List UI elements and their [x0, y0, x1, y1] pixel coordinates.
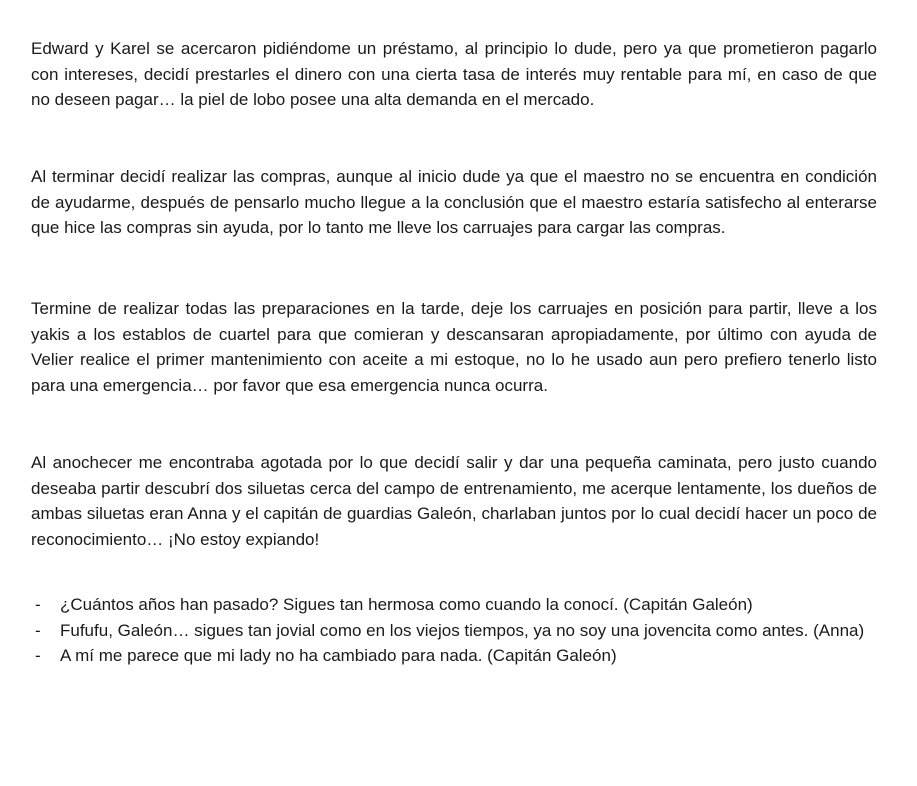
dialogue-text: ¿Cuántos años han pasado? Sigues tan hermosa como cuando la conocí. (Capitán Galeón) [60, 595, 753, 614]
dash-marker: - [35, 620, 41, 640]
paragraph: Al terminar decidí realizar las compras, aunque al inicio dude ya que el maestro no se encuentra en condición de ayudarme, después de pensarlo mucho llegue a la conclusión que el maestro estaría satisfecho al enterarse que hice las compras sin ayuda, por lo tanto me lleve los carruajes para cargar las compras. [31, 167, 877, 237]
dialogue-line [31, 643, 877, 669]
dash-marker: - [35, 646, 41, 665]
paragraph: Termine de realizar todas las preparaciones en la tarde, deje los carruajes en posición para partir, lleve a los yakis a los establos de cuartel para que comieran y descansaran apropiadamente, por último con ayuda de Velier realice el primer mantenimiento con aceite a mi estoque, no lo he usado aun pero prefiero tenerlo listo para una emergencia… por favor que esa emergencia nunca ocurra. [31, 299, 877, 395]
dialogue-line [31, 592, 877, 618]
dialogue-text: A mí me parece que mi lady no ha cambiado para nada. (Capitán Galeón) [60, 646, 617, 665]
dialogue-list [31, 592, 877, 669]
dialogue-line [31, 618, 877, 644]
dash-marker: - [35, 595, 41, 614]
dialogue-text: Fufufu, Galeón… sigues tan jovial como en los viejos tiempos, ya no soy una jovencita como antes. (Anna) [60, 620, 865, 640]
paragraph: Al anochecer me encontraba agotada por lo que decidí salir y dar una pequeña caminata, pero justo cuando deseaba partir descubrí dos siluetas cerca del campo de entrenamiento, me acerque lentamente, los dueños de ambas siluetas eran Anna y el capitán de guardias Galeón, charlaban juntos por lo cual decidí hacer un poco de reconocimiento… ¡No estoy expiando! [31, 453, 877, 549]
paragraph: Edward y Karel se acercaron pidiéndome un préstamo, al principio lo dude, pero ya que prometieron pagarlo con intereses, decidí prestarles el dinero con una cierta tasa de interés muy rentable para mí, en caso de que no deseen pagar… la piel de lobo posee una alta demanda en el mercado. [31, 39, 877, 109]
